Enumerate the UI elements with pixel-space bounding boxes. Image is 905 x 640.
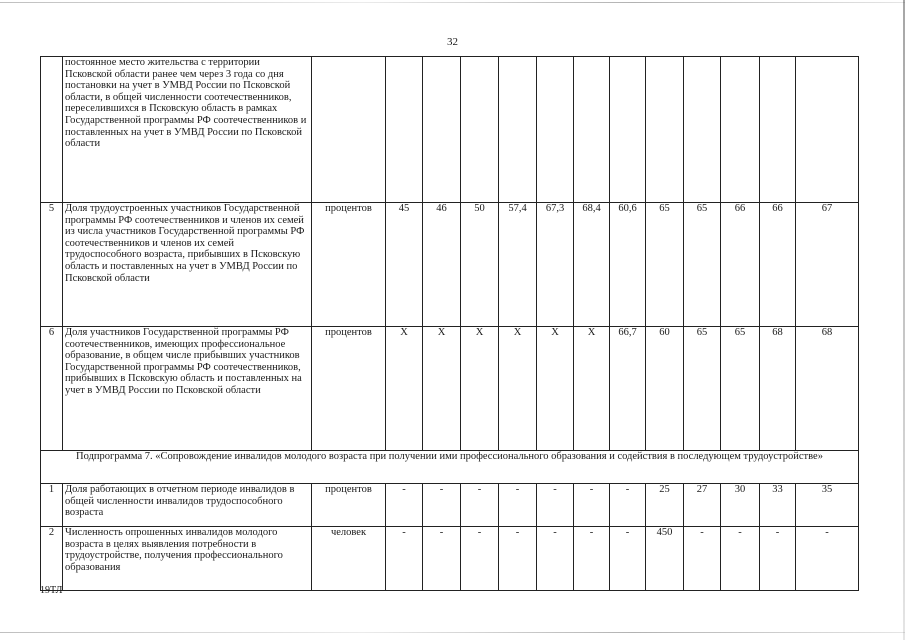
value-cell: - xyxy=(386,484,423,527)
value-cell xyxy=(796,57,859,203)
value-cell: - xyxy=(423,527,461,591)
value-cell: - xyxy=(537,527,574,591)
indicator-cell: Численность опрошенных инвалидов молодого возраста в целях выявления потребности в трудоустройстве, получения профессионального образования xyxy=(63,527,312,591)
value-cell: - xyxy=(499,527,537,591)
footer-code: 19ТЛ xyxy=(40,585,63,596)
page-number: 32 xyxy=(447,36,458,48)
value-cell: 46 xyxy=(423,203,461,327)
value-cell xyxy=(461,57,499,203)
value-cell: - xyxy=(721,527,760,591)
indicators-table xyxy=(40,56,859,591)
value-cell: Х xyxy=(499,327,537,451)
value-cell: 30 xyxy=(721,484,760,527)
row-number-cell: 2 xyxy=(41,527,63,591)
value-cell: 67 xyxy=(796,203,859,327)
value-cell xyxy=(499,57,537,203)
value-cell: 60 xyxy=(646,327,684,451)
value-cell xyxy=(646,57,684,203)
value-cell: - xyxy=(461,484,499,527)
value-cell: 68 xyxy=(760,327,796,451)
table-row xyxy=(41,203,859,327)
value-cell: - xyxy=(386,527,423,591)
table-row xyxy=(41,327,859,451)
value-cell xyxy=(760,57,796,203)
indicator-cell: Доля трудоустроенных участников Государственной программы РФ соотечественников и членов их семей из числа участников Государственной программы РФ соотечественников и членов их семей трудоспособного возраста, прибывших в Псковскую область и поставленных на учет в УМВД России по Псковской области xyxy=(63,203,312,327)
value-cell: - xyxy=(684,527,721,591)
value-cell: Х xyxy=(423,327,461,451)
value-cell: 66,7 xyxy=(610,327,646,451)
value-cell xyxy=(537,57,574,203)
value-cell: - xyxy=(461,527,499,591)
value-cell: 65 xyxy=(684,203,721,327)
row-number-cell: 5 xyxy=(41,203,63,327)
value-cell: 27 xyxy=(684,484,721,527)
unit-cell: процентов xyxy=(312,203,386,327)
subprogram-title: Подпрограмма 7. «Сопровождение инвалидов молодого возраста при получении ими профессионального образования и содействия в последующем трудоустройстве» xyxy=(41,451,859,484)
indicator-cell: постоянное место жительства с территории Псковской области ранее чем через 3 года со дня постановки на учет в УМВД России по Псковской области, в общей численности соотечественников, переселившихся в Псковскую область в рамках Государственной программы РФ соотечественников и поставленных на учет в УМВД России по Псковской области xyxy=(63,57,312,203)
table-row xyxy=(41,484,859,527)
value-cell: - xyxy=(499,484,537,527)
table-row xyxy=(41,527,859,591)
value-cell: 65 xyxy=(721,327,760,451)
value-cell: Х xyxy=(386,327,423,451)
value-cell: 65 xyxy=(684,327,721,451)
value-cell: 65 xyxy=(646,203,684,327)
row-number-cell xyxy=(41,57,63,203)
value-cell: - xyxy=(610,484,646,527)
value-cell xyxy=(423,57,461,203)
row-number-cell: 6 xyxy=(41,327,63,451)
value-cell: 66 xyxy=(760,203,796,327)
unit-cell: процентов xyxy=(312,327,386,451)
value-cell xyxy=(386,57,423,203)
indicator-cell: Доля работающих в отчетном периоде инвалидов в общей численности инвалидов трудоспособного возраста xyxy=(63,484,312,527)
table-row xyxy=(41,57,859,203)
scan-artifact-bottom xyxy=(0,632,905,633)
value-cell xyxy=(610,57,646,203)
value-cell: - xyxy=(610,527,646,591)
value-cell: 33 xyxy=(760,484,796,527)
value-cell: 25 xyxy=(646,484,684,527)
indicator-cell: Доля участников Государственной программы РФ соотечественников, имеющих профессиональное образование, в общем числе прибывших участников Государственной программы РФ соотечественников, прибывших в Псковскую область и поставленных на учет в УМВД России по Псковской области xyxy=(63,327,312,451)
value-cell: - xyxy=(537,484,574,527)
value-cell xyxy=(574,57,610,203)
unit-cell: человек xyxy=(312,527,386,591)
value-cell: 67,3 xyxy=(537,203,574,327)
value-cell: 60,6 xyxy=(610,203,646,327)
value-cell: 57,4 xyxy=(499,203,537,327)
row-number-cell: 1 xyxy=(41,484,63,527)
table-body xyxy=(41,57,859,591)
value-cell: - xyxy=(574,527,610,591)
value-cell: 68 xyxy=(796,327,859,451)
unit-cell: процентов xyxy=(312,484,386,527)
value-cell xyxy=(684,57,721,203)
value-cell: - xyxy=(574,484,610,527)
value-cell: 50 xyxy=(461,203,499,327)
subprogram-row xyxy=(41,451,859,484)
value-cell: 35 xyxy=(796,484,859,527)
scan-artifact-top xyxy=(0,2,905,3)
value-cell: 450 xyxy=(646,527,684,591)
value-cell: 68,4 xyxy=(574,203,610,327)
value-cell: - xyxy=(796,527,859,591)
value-cell: Х xyxy=(574,327,610,451)
value-cell: Х xyxy=(537,327,574,451)
value-cell: 66 xyxy=(721,203,760,327)
value-cell xyxy=(721,57,760,203)
unit-cell xyxy=(312,57,386,203)
value-cell: 45 xyxy=(386,203,423,327)
value-cell: - xyxy=(423,484,461,527)
value-cell: - xyxy=(760,527,796,591)
value-cell: Х xyxy=(461,327,499,451)
